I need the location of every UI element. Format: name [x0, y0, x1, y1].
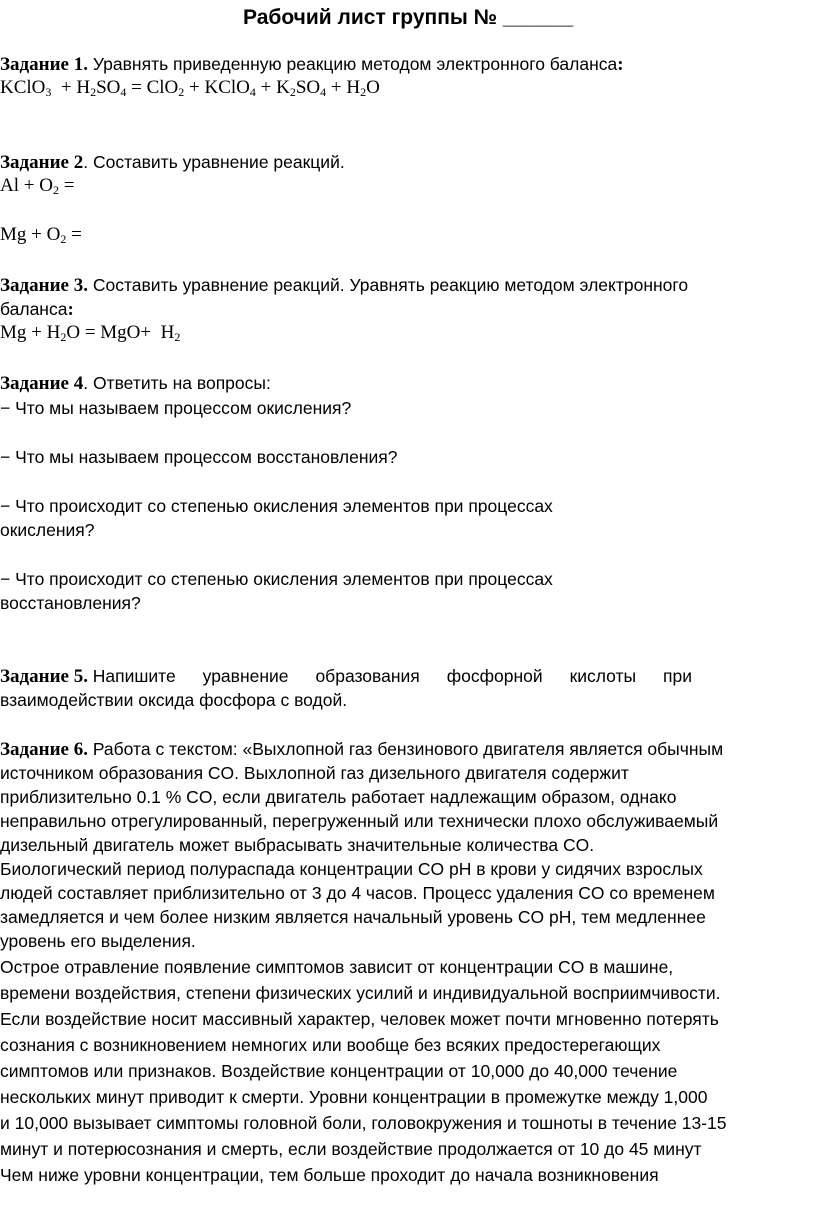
task6-heading: Задание 6. Работа с текстом: «Выхлопной газ бензинового двигателя является обычным: [0, 739, 724, 760]
task2-heading: [0, 150, 345, 175]
task6-text-line: Биологический период полураспада концентрации CO pH в крови у сидячих взрослых: [0, 859, 703, 879]
task6-text-line: сознания с возникновением немногих или вообще без всяких предостерегающих: [0, 1035, 661, 1055]
task5-label: Задание 5.: [0, 666, 88, 687]
page-title: Рабочий лист группы № ______: [242, 6, 573, 29]
task1-heading: [0, 52, 624, 77]
task4-text: . Ответить на вопросы:: [83, 373, 271, 393]
task4-question-1: − Что мы называем процессом окисления?: [0, 398, 352, 418]
task4-question-4: − Что происходит со степенью окисления элементов при процессах: [0, 569, 553, 589]
task6-text-line: уровень его выделения.: [0, 931, 196, 951]
task2-equation-mg: $Mg + O_2$ =: [0, 224, 82, 246]
task2-equation-al: $Al + O_2$ =: [0, 175, 75, 197]
task4-question-4-cont: восстановления?: [0, 593, 141, 613]
task6-text-line: Чем ниже уровни концентрации, тем больше проходит до начала возникновения: [0, 1165, 659, 1185]
task6-text-line: Острое отравление появление симптомов зависит от концентрации CO в машине,: [0, 957, 674, 977]
task6-text-line: источником образования CO. Выхлопной газ дизельного двигателя содержит: [0, 763, 629, 783]
task6-text-line: времени воздействия, степени физических усилий и индивидуальной восприимчивости.: [0, 983, 721, 1003]
task6-text-line: симптомов или признаков. Воздействие концентрации от 10,000 до 40,000 течение: [0, 1061, 678, 1081]
task6-text-line: замедляется и чем более низким является начальный уровень CO pH, тем медленнее: [0, 907, 706, 927]
task1-text: Уравнять приведенную реакцию методом электронного баланса: [87, 54, 618, 74]
task5-heading: Задание 5. Напишите уравнение образования фосфорной кислоты при: [0, 666, 692, 687]
task3-heading: [0, 273, 688, 298]
task6-text-line: Если воздействие носит массивный характер, человек может почти мгновенно потерять: [0, 1009, 719, 1029]
task4-heading: [0, 371, 271, 396]
task3-equation: $Mg + H_2O = MgO+ H_2$: [0, 322, 181, 344]
task6-text-line: нескольких минут приводит к смерти. Уровни концентрации в промежутке между 1,000: [0, 1087, 708, 1107]
task4-question-3: − Что происходит со степенью окисления элементов при процессах: [0, 496, 553, 516]
task4-question-2: − Что мы называем процессом восстановления?: [0, 447, 398, 467]
task6-text-line: и 10,000 вызывает симптомы головной боли, головокружения и тошноты в течение 13-15: [0, 1113, 727, 1133]
task1-equation: KClO$_3$ + $H_2SO_4 = ClO_2$ + KClO$_4$ + $K_2SO_4 + H_2O$: [0, 77, 380, 99]
task4-label: Задание 4: [0, 373, 84, 394]
task3-text: Составить уравнение реакций. Уравнять реакцию методом электронного: [87, 275, 689, 295]
task3-heading-cont: баланса:: [0, 299, 74, 320]
task6-label: Задание 6.: [0, 739, 88, 760]
task6-text-line: людей составляет приблизительно от 3 до 4 часов. Процесс удаления CO со временем: [0, 883, 715, 903]
task1-colon: :: [617, 54, 624, 75]
task6-text-line: неправильно отрегулированный, перегруженный или технически плохо обслуживаемый: [0, 811, 719, 831]
task2-text: . Составить уравнение реакций.: [83, 152, 345, 172]
task5-text-cont: взаимодействии оксида фосфора с водой.: [0, 690, 348, 710]
task4-question-3-cont: окисления?: [0, 520, 95, 540]
task1-label: Задание 1.: [0, 54, 88, 75]
task6-text-line: дизельный двигатель может выбрасывать значительные количества CO.: [0, 835, 595, 855]
task6-text-line: приблизительно 0.1 % CO, если двигатель работает надлежащим образом, однако: [0, 787, 677, 807]
task2-label: Задание 2: [0, 152, 84, 173]
task3-label: Задание 3.: [0, 275, 88, 296]
task6-text-line: минут и потерюсознания и смерть, если воздействие продолжается от 10 до 45 минут: [0, 1139, 702, 1159]
